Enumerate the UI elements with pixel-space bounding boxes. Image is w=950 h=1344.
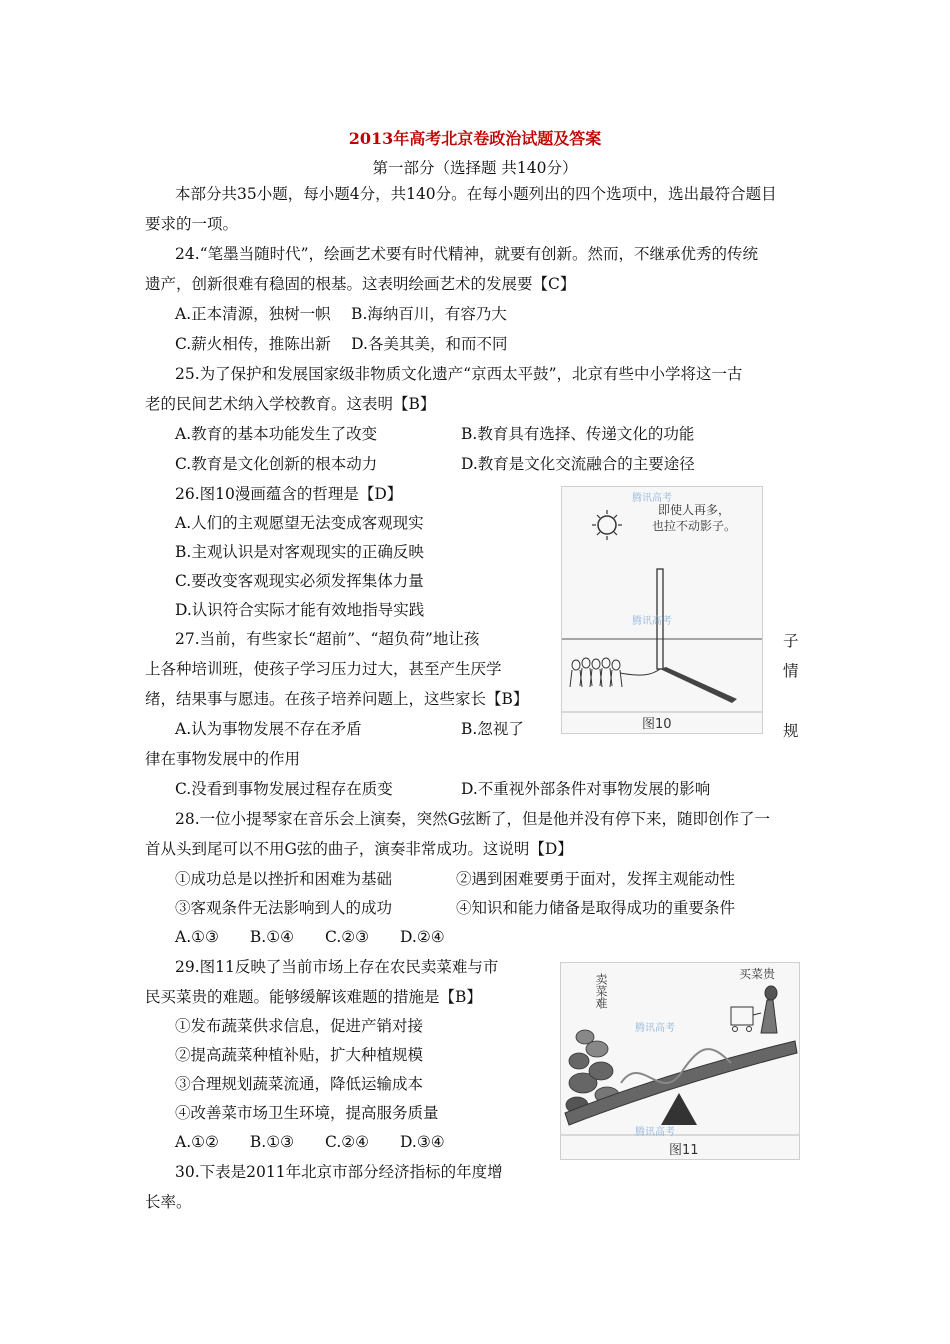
cartoon-bubble-line1: 即使人再多， — [658, 503, 731, 517]
figure-11-label-left: 卖菜难 — [594, 973, 608, 1009]
question-29-item-4: ④改善菜市场卫生环境，提高服务质量 — [175, 1104, 439, 1122]
figure-10-caption: 图10 — [642, 717, 672, 732]
question-29-item-1: ①发布蔬菜供求信息，促进产销对接 — [175, 1017, 424, 1035]
question-29-stem: 29.图11反映了当前市场上存在农民卖菜难与市 — [175, 958, 499, 976]
question-30-stem: 30.下表是2011年北京市部分经济指标的年度增 — [175, 1163, 503, 1181]
figure-11-cartoon — [560, 962, 800, 1160]
question-25-stem-cont: 老的民间艺术纳入学校教育。这表明【B】 — [145, 395, 436, 413]
question-29-item-2: ②提高蔬菜种植补贴，扩大种植规模 — [175, 1046, 424, 1064]
question-25-option-a: A.教育的基本功能发生了改变 — [175, 425, 378, 443]
question-27-option-c: C.没看到事物发展过程存在质变 — [175, 780, 393, 798]
question-27-stem-cont-tail: 情 — [783, 662, 799, 680]
question-24-stem: 24.“笔墨当随时代”，绘画艺术要有时代精神，就要有创新。然而，不继承优秀的传统 — [175, 245, 759, 263]
question-26-option-d: D.认识符合实际才能有效地指导实践 — [175, 601, 425, 619]
question-25-stem: 25.为了保护和发展国家级非物质文化遗产“京西太平鼓”，北京有些中小学将这一古 — [175, 365, 743, 383]
watermark: 腾讯高考 — [635, 1023, 675, 1034]
section-heading: 第一部分（选择题 共140分） — [372, 159, 578, 177]
question-28-item-2: ②遇到困难要勇于面对，发挥主观能动性 — [456, 870, 736, 888]
question-25-option-c: C.教育是文化创新的根本动力 — [175, 455, 378, 473]
watermark: 腾讯高考 — [632, 616, 672, 627]
question-27-stem-cont: 上各种培训班，使孩子学习压力过大，甚至产生厌学 — [145, 660, 502, 678]
question-26-stem: 26.图10漫画蕴含的哲理是【D】 — [175, 485, 403, 503]
figure-10-cartoon — [561, 486, 763, 734]
watermark: 腾讯高考 — [632, 493, 672, 504]
question-27-option-b-cont: 律在事物发展中的作用 — [145, 750, 301, 768]
watermark: 腾讯高考 — [635, 1127, 675, 1138]
question-27-stem-cont: 绪，结果事与愿违。在孩子培养问题上，这些家长【B】 — [145, 690, 529, 708]
figure-11-caption: 图11 — [669, 1143, 699, 1158]
question-30-stem-cont: 长率。 — [145, 1193, 192, 1211]
question-29-item-3: ③合理规划蔬菜流通，降低运输成本 — [175, 1075, 424, 1093]
question-28-choices: A.①③ B.①④ C.②③ D.②④ — [175, 928, 445, 946]
question-28-stem-cont: 首从头到尾可以不用G弦的曲子，演奏非常成功。这说明【D】 — [145, 840, 573, 858]
question-28-item-4: ④知识和能力储备是取得成功的重要条件 — [456, 899, 736, 917]
intro-line: 要求的一项。 — [145, 215, 239, 233]
question-29-choices: A.①② B.①③ C.②④ D.③④ — [175, 1133, 445, 1151]
question-26-option-b: B.主观认识是对客观现实的正确反映 — [175, 543, 424, 561]
question-27-stem: 27.当前，有些家长“超前”、“超负荷”地让孩 — [175, 630, 480, 648]
question-26-option-a: A.人们的主观愿望无法变成客观现实 — [175, 514, 424, 532]
question-24-options-ab: A.正本清源，独树一帜 B.海纳百川，有容乃大 — [175, 305, 507, 323]
question-25-option-d: D.教育是文化交流融合的主要途径 — [461, 455, 695, 473]
question-24-stem-cont: 遗产，创新很难有稳固的根基。这表明绘画艺术的发展要【C】 — [145, 275, 576, 293]
intro-line: 本部分共35小题，每小题4分，共140分。在每小题列出的四个选项中，选出最符合题目 — [175, 185, 777, 203]
question-24-options-cd: C.薪火相传，推陈出新 D.各美其美，和而不同 — [175, 335, 508, 353]
question-27-option-d: D.不重视外部条件对事物发展的影响 — [461, 780, 711, 798]
question-26-option-c: C.要改变客观现实必须发挥集体力量 — [175, 572, 424, 590]
document-title: 2013年高考北京卷政治试题及答案 — [348, 129, 602, 148]
figure-11-label-right: 买菜贵 — [739, 967, 776, 981]
question-28-item-3: ③客观条件无法影响到人的成功 — [175, 899, 393, 917]
question-28-stem: 28.一位小提琴家在音乐会上演奏，突然G弦断了，但是他并没有停下来，随即创作了一 — [175, 810, 771, 828]
question-27-option-a: A.认为事物发展不存在矛盾 — [175, 720, 362, 738]
question-25-option-b: B.教育具有选择、传递文化的功能 — [461, 425, 695, 443]
question-27-option-b-tail: 规 — [783, 722, 799, 740]
question-27-option-b: B.忽视了 — [461, 720, 524, 738]
cartoon-bubble-line2: 也拉不动影子。 — [652, 519, 737, 533]
question-27-stem-tail: 子 — [783, 632, 799, 650]
question-28-item-1: ①成功总是以挫折和困难为基础 — [175, 870, 393, 888]
question-29-stem-cont: 民买菜贵的难题。能够缓解该难题的措施是【B】 — [145, 988, 482, 1006]
